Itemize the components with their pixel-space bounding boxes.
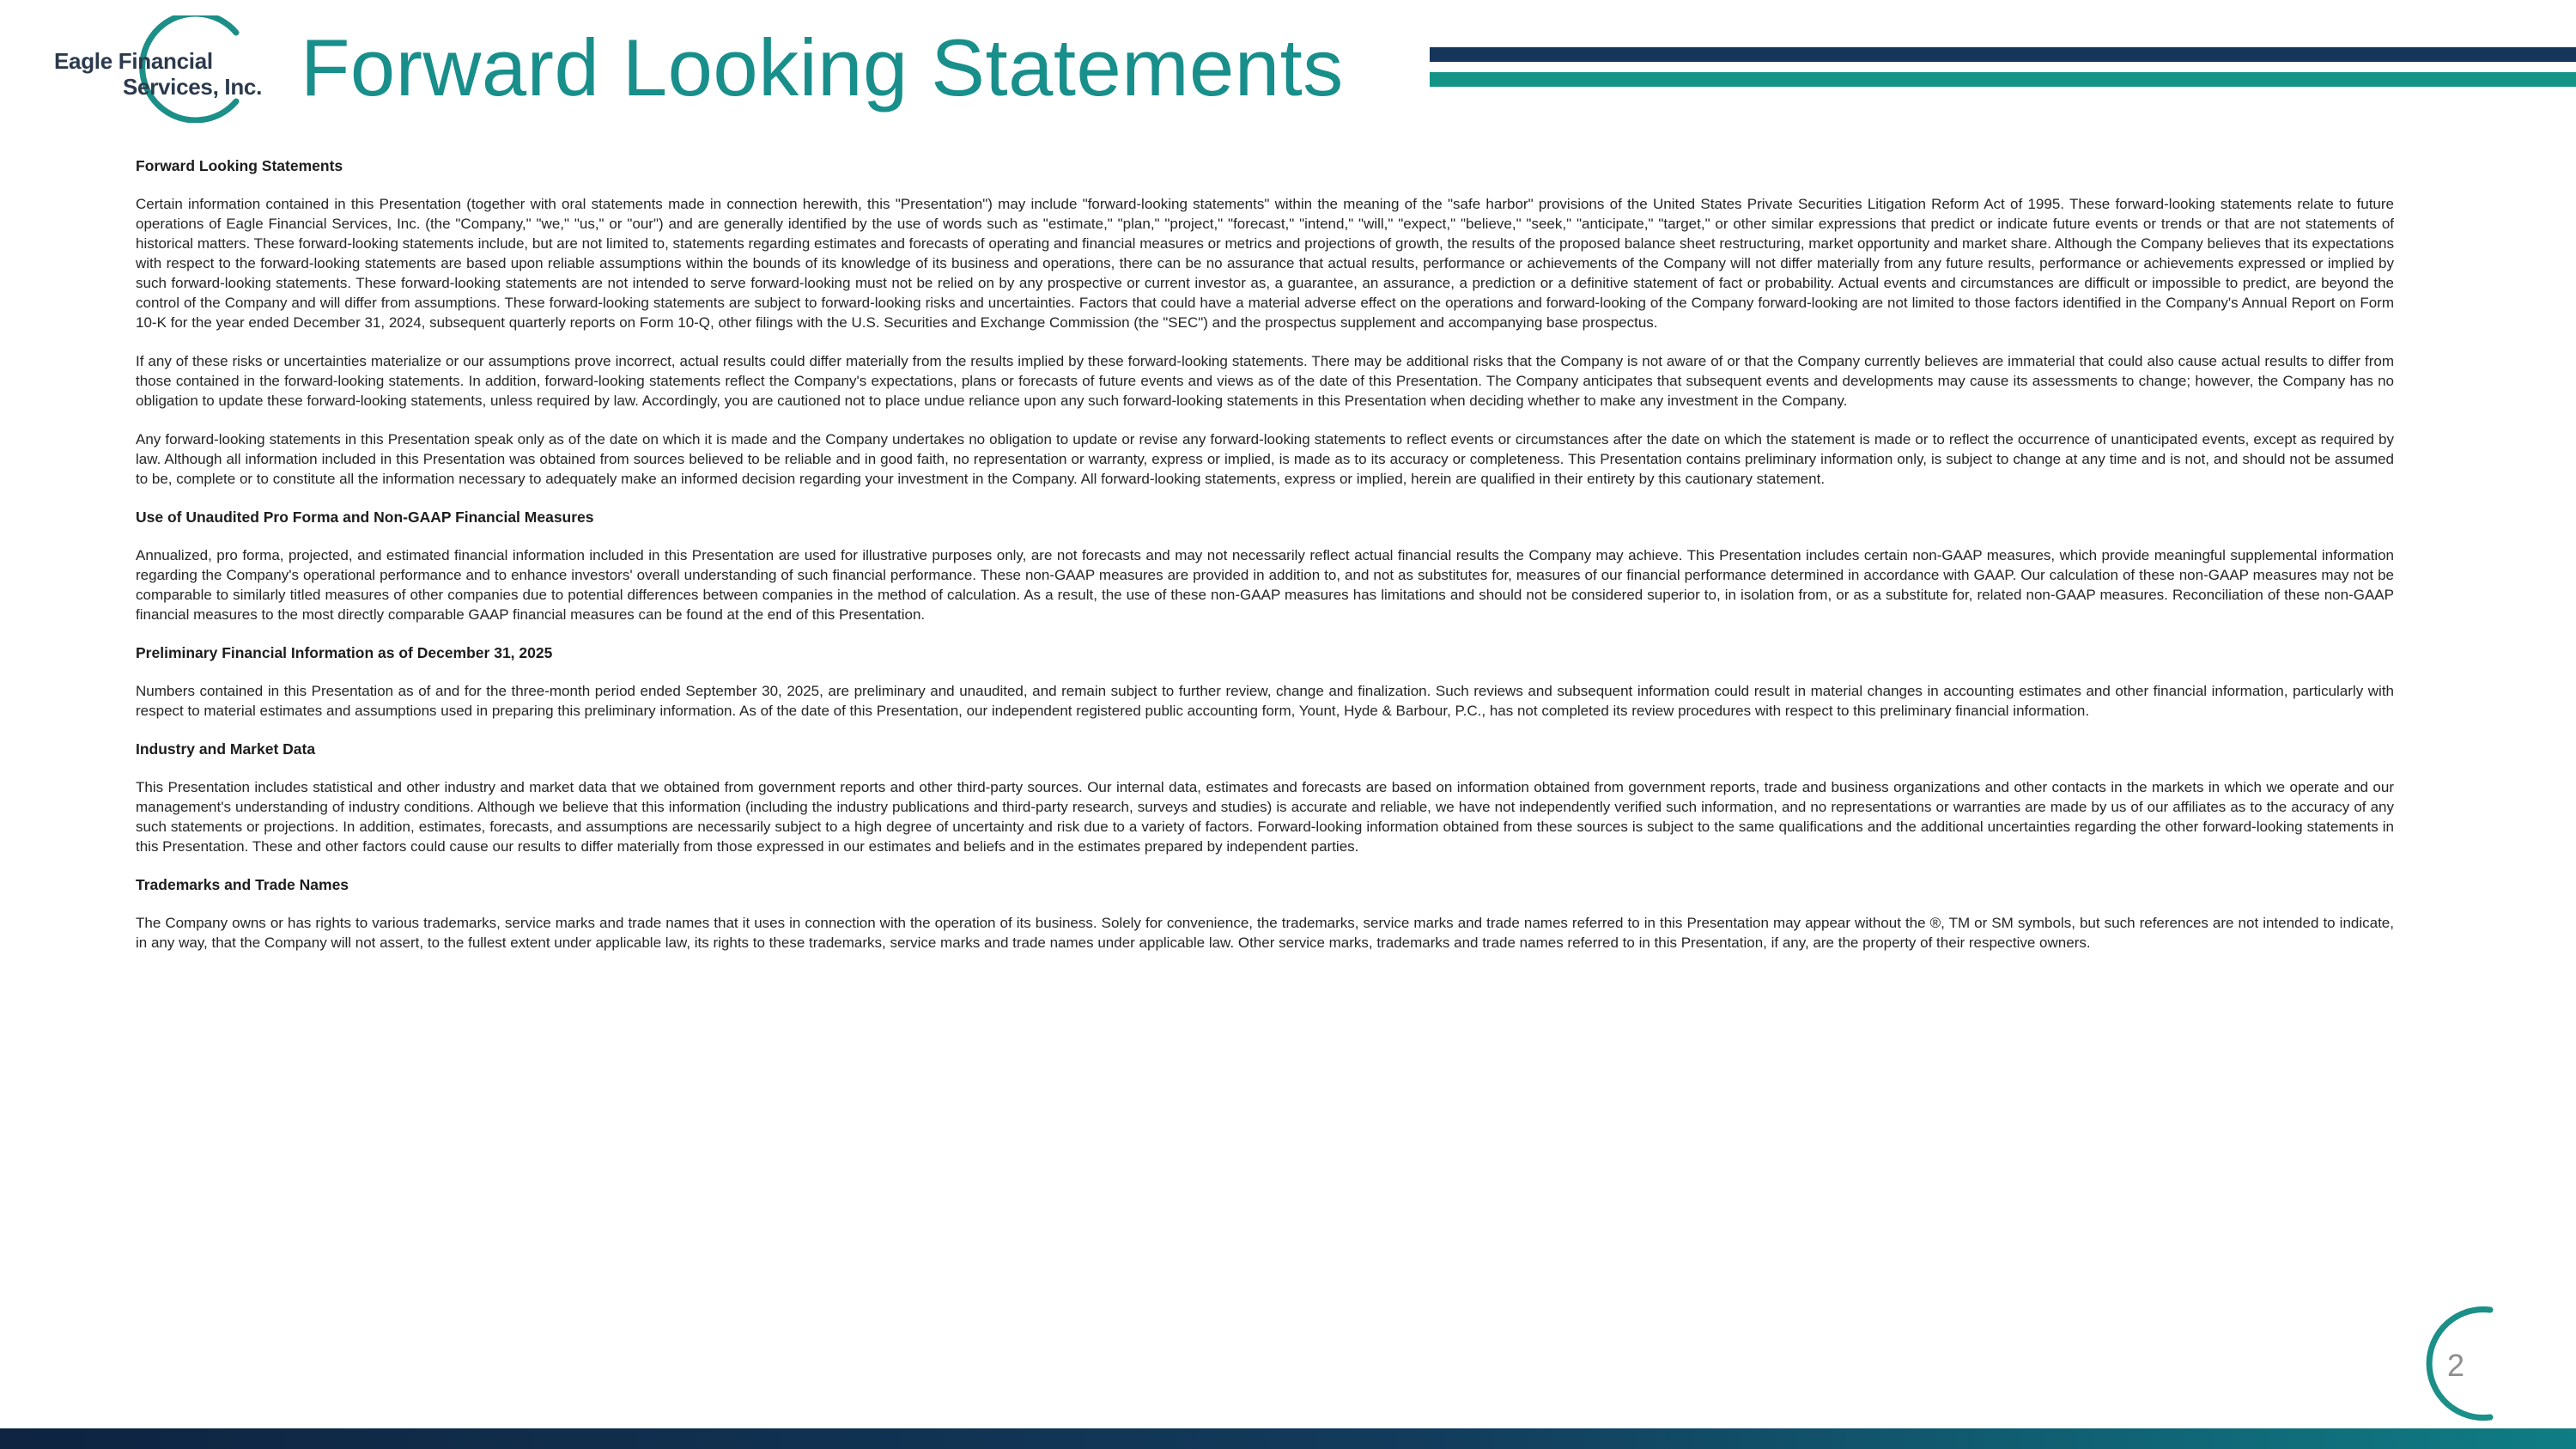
section-heading: Preliminary Financial Information as of December 31, 2025: [136, 644, 553, 661]
paragraph: Annualized, pro forma, projected, and estimated financial information included in this Presentation are used for illustrative purposes only, are not forecasts and may not necessarily reflect actual financial results the Company may achieve. This Presentation includes certain non-GAAP measures, which provide meaningful supplemental information regarding the Company's operational performance and to enhance investors' overall understanding of such financial performance. These non-GAAP measures are provided in addition to, and not as substitutes for, measures of our financial performance determined in accordance with GAAP. Our calculation of these non-GAAP measures may not be comparable to similarly titled measures of other companies due to potential differences between companies in the method of calculation. As a result, the use of these non-GAAP measures has limitations and should not be considered superior to, in isolation from, or as a substitute for, related non-GAAP measures. Reconciliation of these non-GAAP financial measures to the most directly comparable GAAP financial measures can be found at the end of this Presentation.: [136, 547, 2394, 623]
logo-text: [54, 48, 262, 100]
company-logo: [50, 15, 264, 123]
title-accent-bar-navy: [1430, 47, 2576, 62]
paragraph: Numbers contained in this Presentation as of and for the three-month period ended September 30, 2025, are preliminary and unaudited, and remain subject to further review, change and finalization. Such reviews and subsequent information could result in material changes in accounting estimates and other financial information, particularly with respect to material estimates and assumptions used in preparing this preliminary information. As of the date of this Presentation, our independent registered public accounting form, Yount, Hyde & Barbour, P.C., has not completed its review procedures with respect to this preliminary financial information.: [136, 683, 2394, 719]
page-title: Forward Looking Statements: [301, 22, 1344, 113]
paragraph: If any of these risks or uncertainties materialize or our assumptions prove incorrect, actual results could differ materially from the results implied by these forward-looking statements. There may be additional risks that the Company is not aware of or that the Company currently believes are immaterial that could also cause actual results to differ from those contained in the forward-looking statements. In addition, forward-looking statements reflect the Company's expectations, plans or forecasts of future events and views as of the date of this Presentation. The Company anticipates that subsequent events and developments may cause its assessments to change; however, the Company has no obligation to update these forward-looking statements, unless required by law. Accordingly, you are cautioned not to place undue reliance upon any such forward-looking statements in this Presentation when deciding whether to make any investment in the Company.: [136, 353, 2394, 409]
section-heading: Use of Unaudited Pro Forma and Non-GAAP Financial Measures: [136, 508, 594, 526]
title-accent-bar-teal: [1430, 72, 2576, 87]
paragraph: Certain information contained in this Presentation (together with oral statements made in connection herewith, this "Presentation") may include "forward-looking statements" within the meaning of the "safe harbor" provisions of the United States Private Securities Litigation Reform Act of 1995. These forward-looking statements relate to future operations of Eagle Financial Services, Inc. (the "Company," "we," "us," or "our") and are generally identified by the use of words such as "estimate," "plan," "project," "forecast," "intend," "will," "expect," "believe," "seek," "anticipate," "target," or other similar expressions that predict or indicate future events or trends or that are not statements of historical matters. These forward-looking statements include, but are not limited to, statements regarding estimates and forecasts of operating and financial measures or metrics and projections of growth, the results of the proposed balance sheet restructuring, market opportunity and market share. Although the Company believes that its expectations with respect to the forward-looking statements are based upon reliable assumptions within the bounds of its knowledge of its business and operations, there can be no assurance that actual results, performance or achievements of the Company will not differ materially from any future results, performance or achievements expressed or implied by such forward-looking statements. These forward-looking statements are not intended to serve forward-looking must not be relied on by any prospective or current investor as, a guarantee, an assurance, a prediction or a definitive statement of fact or probability. Actual events and circumstances are difficult or impossible to predict, are beyond the control of the Company and will differ from assumptions. These forward-looking statements are subject to forward-looking risks and uncertainties. Factors that could have a material adverse effect on the operations and forward-looking of the Company forward-looking are not limited to those factors identified in the Company's Annual Report on Form 10-K for the year ended December 31, 2024, subsequent quarterly reports on Form 10-Q, other filings with the U.S. Securities and Exchange Commission (the "SEC") and the prospectus supplement and accompanying base prospectus.: [136, 196, 2394, 331]
section-non-gaap-measures: [136, 508, 2394, 624]
paragraph: This Presentation includes statistical and other industry and market data that we obtained from government reports and other third-party sources. Our internal data, estimates and forecasts are based on information obtained from government reports, trade and business organizations and other contacts in the markets in which we operate and our management's understanding of industry conditions. Although we believe that this information (including the industry publications and third-party research, surveys and studies) is accurate and reliable, we have not independently verified such information, and no representations or warranties are made by us of our affiliates as to the accuracy of any such statements or projections. In addition, estimates, forecasts, and assumptions are necessarily subject to a high degree of uncertainty and risk due to a variety of factors. Forward-looking information obtained from these sources is subject to the same qualifications and the additional uncertainties regarding the other forward-looking statements in this Presentation. These and other factors could cause our results to differ materially from those expressed in our estimates and beliefs and in the estimates prepared by independent parties.: [136, 779, 2394, 855]
logo-line-1: Eagle Financial: [54, 48, 213, 74]
disclaimer-content: [136, 156, 2394, 971]
logo-line-2: Services, Inc.: [123, 74, 263, 100]
section-heading: Trademarks and Trade Names: [136, 876, 349, 893]
paragraph: The Company owns or has rights to various trademarks, service marks and trade names that it uses in connection with the operation of its business. Solely for convenience, the trademarks, service marks and trade names referred to in this Presentation may appear without the ®, TM or SM symbols, but such references are not intended to indicate, in any way, that the Company will not assert, to the fullest extent under applicable law, its rights to these trademarks, service marks and trade names under applicable law. Other service marks, trademarks and trade names referred to in this Presentation, if any, are the property of their respective owners.: [136, 915, 2394, 951]
section-heading: Industry and Market Data: [136, 740, 316, 758]
footer-bar: [0, 1428, 2576, 1449]
paragraph: Any forward-looking statements in this Presentation speak only as of the date on which it is made and the Company undertakes no obligation to update or revise any forward-looking statements to reflect events or circumstances after the date on which the statement is made or to reflect the occurrence of unanticipated events, except as required by law. Although all information included in this Presentation was obtained from sources believed to be reliable and in good faith, no representation or warranty, express or implied, is made as to its accuracy or completeness. This Presentation contains preliminary information only, is subject to change at any time and is not, and should not be assumed to be, complete or to constitute all the information necessary to adequately make an informed decision regarding your investment in the Company. All forward-looking statements, express or implied, herein are qualified in their entirety by this cautionary statement.: [136, 431, 2394, 487]
page-number: 2: [2446, 1348, 2465, 1383]
section-heading: Forward Looking Statements: [136, 157, 343, 174]
section-trademarks: [136, 875, 2394, 953]
section-forward-looking-statements: [136, 156, 2394, 489]
section-preliminary-financial-information: [136, 643, 2394, 721]
section-industry-market-data: [136, 740, 2394, 856]
